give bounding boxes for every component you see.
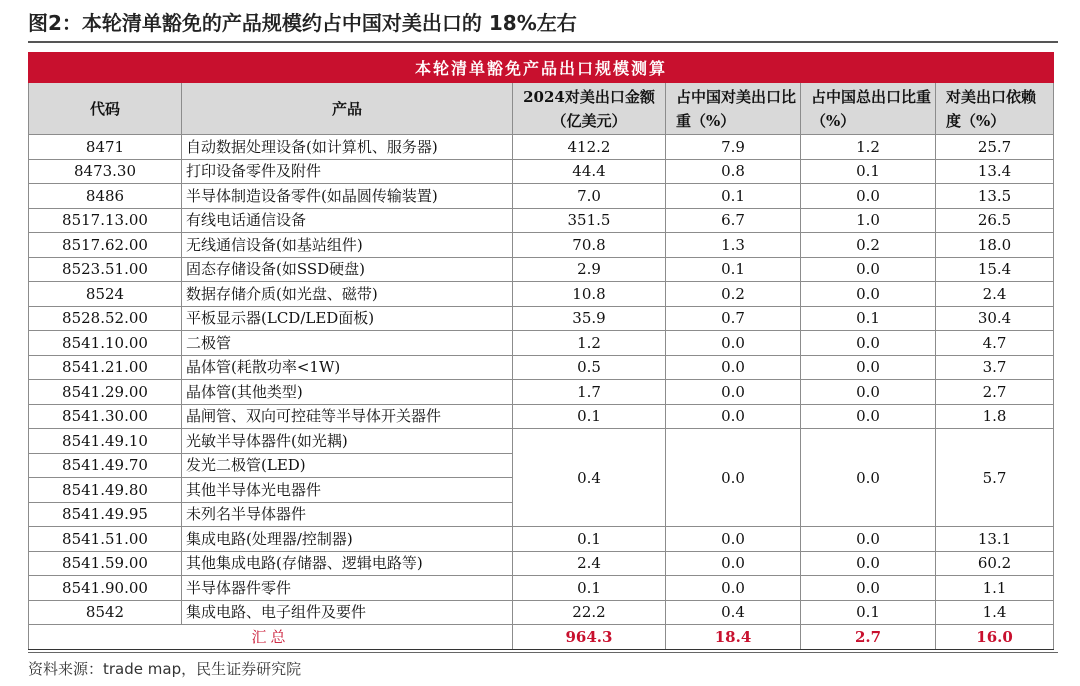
total-share-total: 2.7 bbox=[801, 625, 936, 650]
cell-share-total: 1.0 bbox=[801, 208, 936, 233]
cell-product: 晶体管(耗散功率<1W) bbox=[182, 355, 513, 380]
cell-share-total: 0.1 bbox=[801, 159, 936, 184]
cell-amount: 0.1 bbox=[513, 527, 666, 552]
cell-product: 其他半导体光电器件 bbox=[182, 478, 513, 503]
cell-product: 其他集成电路(存储器、逻辑电路等) bbox=[182, 551, 513, 576]
cell-dependence: 2.4 bbox=[936, 282, 1054, 307]
cell-amount: 10.8 bbox=[513, 282, 666, 307]
table-row bbox=[29, 355, 1054, 380]
cell-code: 8541.51.00 bbox=[29, 527, 182, 552]
cell-amount: 44.4 bbox=[513, 159, 666, 184]
cell-product: 打印设备零件及附件 bbox=[182, 159, 513, 184]
cell-product: 有线电话通信设备 bbox=[182, 208, 513, 233]
merged-cell-dependence: 5.7 bbox=[936, 429, 1054, 527]
table-row bbox=[29, 404, 1054, 429]
cell-share-us: 7.9 bbox=[666, 135, 801, 160]
cell-product: 固态存储设备(如SSD硬盘) bbox=[182, 257, 513, 282]
cell-share-us: 6.7 bbox=[666, 208, 801, 233]
source-divider bbox=[28, 652, 1058, 653]
cell-dependence: 30.4 bbox=[936, 306, 1054, 331]
header-share-china-us: 占中国对美出口比重（%） bbox=[666, 83, 801, 135]
cell-share-total: 0.0 bbox=[801, 184, 936, 209]
merged-cell-share-total: 0.0 bbox=[801, 429, 936, 527]
cell-dependence: 26.5 bbox=[936, 208, 1054, 233]
cell-share-total: 0.0 bbox=[801, 257, 936, 282]
total-share-us: 18.4 bbox=[666, 625, 801, 650]
cell-share-us: 1.3 bbox=[666, 233, 801, 258]
cell-amount: 0.1 bbox=[513, 576, 666, 601]
cell-product: 半导体制造设备零件(如晶圆传输装置) bbox=[182, 184, 513, 209]
cell-code: 8541.59.00 bbox=[29, 551, 182, 576]
cell-product: 无线通信设备(如基站组件) bbox=[182, 233, 513, 258]
total-label: 汇总 bbox=[29, 625, 513, 650]
table-row bbox=[29, 135, 1054, 160]
cell-amount: 351.5 bbox=[513, 208, 666, 233]
cell-dependence: 2.7 bbox=[936, 380, 1054, 405]
header-row bbox=[29, 83, 1054, 135]
cell-dependence: 25.7 bbox=[936, 135, 1054, 160]
cell-dependence: 13.4 bbox=[936, 159, 1054, 184]
cell-share-us: 0.0 bbox=[666, 404, 801, 429]
table-row bbox=[29, 257, 1054, 282]
cell-code: 8524 bbox=[29, 282, 182, 307]
cell-amount: 412.2 bbox=[513, 135, 666, 160]
cell-share-total: 0.0 bbox=[801, 355, 936, 380]
cell-dependence: 1.1 bbox=[936, 576, 1054, 601]
cell-share-us: 0.7 bbox=[666, 306, 801, 331]
cell-share-us: 0.2 bbox=[666, 282, 801, 307]
cell-amount: 0.1 bbox=[513, 404, 666, 429]
cell-share-us: 0.4 bbox=[666, 600, 801, 625]
cell-code: 8528.52.00 bbox=[29, 306, 182, 331]
table-row bbox=[29, 208, 1054, 233]
cell-share-total: 0.2 bbox=[801, 233, 936, 258]
cell-share-total: 0.0 bbox=[801, 551, 936, 576]
cell-share-us: 0.0 bbox=[666, 331, 801, 356]
cell-product: 自动数据处理设备(如计算机、服务器) bbox=[182, 135, 513, 160]
cell-share-total: 1.2 bbox=[801, 135, 936, 160]
table-row bbox=[29, 184, 1054, 209]
total-dependence: 16.0 bbox=[936, 625, 1054, 650]
cell-product: 集成电路(处理器/控制器) bbox=[182, 527, 513, 552]
table-row bbox=[29, 576, 1054, 601]
cell-code: 8541.10.00 bbox=[29, 331, 182, 356]
cell-product: 未列名半导体器件 bbox=[182, 502, 513, 527]
cell-code: 8541.21.00 bbox=[29, 355, 182, 380]
cell-amount: 2.9 bbox=[513, 257, 666, 282]
cell-product: 晶闸管、双向可控硅等半导体开关器件 bbox=[182, 404, 513, 429]
table-row bbox=[29, 331, 1054, 356]
cell-amount: 70.8 bbox=[513, 233, 666, 258]
cell-share-total: 0.0 bbox=[801, 527, 936, 552]
cell-code: 8471 bbox=[29, 135, 182, 160]
table-row bbox=[29, 429, 1054, 454]
title-divider bbox=[28, 41, 1058, 43]
cell-code: 8541.49.70 bbox=[29, 453, 182, 478]
cell-dependence: 13.5 bbox=[936, 184, 1054, 209]
total-row bbox=[29, 625, 1054, 650]
cell-code: 8541.49.95 bbox=[29, 502, 182, 527]
cell-share-us: 0.0 bbox=[666, 576, 801, 601]
cell-product: 二极管 bbox=[182, 331, 513, 356]
cell-amount: 35.9 bbox=[513, 306, 666, 331]
cell-product: 平板显示器(LCD/LED面板) bbox=[182, 306, 513, 331]
figure-title: 图2：本轮清单豁免的产品规模约占中国对美出口的 18%左右 bbox=[28, 11, 577, 35]
cell-share-us: 0.0 bbox=[666, 551, 801, 576]
cell-code: 8541.30.00 bbox=[29, 404, 182, 429]
table-row bbox=[29, 551, 1054, 576]
cell-dependence: 1.4 bbox=[936, 600, 1054, 625]
cell-dependence: 60.2 bbox=[936, 551, 1054, 576]
header-share-china-total: 占中国总出口比重（%） bbox=[801, 83, 936, 135]
cell-share-total: 0.0 bbox=[801, 331, 936, 356]
cell-code: 8473.30 bbox=[29, 159, 182, 184]
cell-product: 集成电路、电子组件及要件 bbox=[182, 600, 513, 625]
cell-share-total: 0.1 bbox=[801, 306, 936, 331]
table-row bbox=[29, 159, 1054, 184]
cell-share-total: 0.0 bbox=[801, 282, 936, 307]
cell-share-total: 0.0 bbox=[801, 404, 936, 429]
cell-code: 8486 bbox=[29, 184, 182, 209]
cell-product: 发光二极管(LED) bbox=[182, 453, 513, 478]
cell-product: 光敏半导体器件(如光耦) bbox=[182, 429, 513, 454]
cell-amount: 2.4 bbox=[513, 551, 666, 576]
export-table bbox=[28, 52, 1054, 650]
cell-share-us: 0.1 bbox=[666, 184, 801, 209]
cell-share-us: 0.0 bbox=[666, 355, 801, 380]
table-row bbox=[29, 600, 1054, 625]
table-row bbox=[29, 380, 1054, 405]
header-us-dependence: 对美出口依赖度（%） bbox=[936, 83, 1054, 135]
table-row bbox=[29, 527, 1054, 552]
cell-share-us: 0.0 bbox=[666, 527, 801, 552]
cell-code: 8541.29.00 bbox=[29, 380, 182, 405]
table-banner-row bbox=[29, 53, 1054, 83]
cell-code: 8542 bbox=[29, 600, 182, 625]
cell-code: 8523.51.00 bbox=[29, 257, 182, 282]
cell-dependence: 1.8 bbox=[936, 404, 1054, 429]
cell-share-us: 0.1 bbox=[666, 257, 801, 282]
cell-product: 数据存储介质(如光盘、磁带) bbox=[182, 282, 513, 307]
table-row bbox=[29, 233, 1054, 258]
cell-share-us: 0.0 bbox=[666, 380, 801, 405]
cell-dependence: 18.0 bbox=[936, 233, 1054, 258]
cell-amount: 1.2 bbox=[513, 331, 666, 356]
cell-dependence: 4.7 bbox=[936, 331, 1054, 356]
cell-share-total: 0.0 bbox=[801, 576, 936, 601]
header-amount: 2024对美出口金额（亿美元） bbox=[513, 83, 666, 135]
cell-amount: 7.0 bbox=[513, 184, 666, 209]
merged-cell-amount: 0.4 bbox=[513, 429, 666, 527]
cell-share-total: 0.1 bbox=[801, 600, 936, 625]
source-note: 资料来源：trade map，民生证券研究院 bbox=[28, 660, 302, 678]
header-product: 产品 bbox=[182, 83, 513, 135]
table-banner: 本轮清单豁免产品出口规模测算 bbox=[29, 53, 1054, 83]
cell-product: 半导体器件零件 bbox=[182, 576, 513, 601]
cell-code: 8541.49.80 bbox=[29, 478, 182, 503]
cell-code: 8517.13.00 bbox=[29, 208, 182, 233]
cell-code: 8541.49.10 bbox=[29, 429, 182, 454]
cell-amount: 1.7 bbox=[513, 380, 666, 405]
cell-amount: 22.2 bbox=[513, 600, 666, 625]
cell-amount: 0.5 bbox=[513, 355, 666, 380]
table-row bbox=[29, 306, 1054, 331]
cell-dependence: 15.4 bbox=[936, 257, 1054, 282]
table-row bbox=[29, 282, 1054, 307]
cell-product: 晶体管(其他类型) bbox=[182, 380, 513, 405]
cell-code: 8541.90.00 bbox=[29, 576, 182, 601]
header-code: 代码 bbox=[29, 83, 182, 135]
cell-share-us: 0.8 bbox=[666, 159, 801, 184]
cell-code: 8517.62.00 bbox=[29, 233, 182, 258]
merged-cell-share-us: 0.0 bbox=[666, 429, 801, 527]
cell-dependence: 13.1 bbox=[936, 527, 1054, 552]
cell-dependence: 3.7 bbox=[936, 355, 1054, 380]
cell-share-total: 0.0 bbox=[801, 380, 936, 405]
total-amount: 964.3 bbox=[513, 625, 666, 650]
